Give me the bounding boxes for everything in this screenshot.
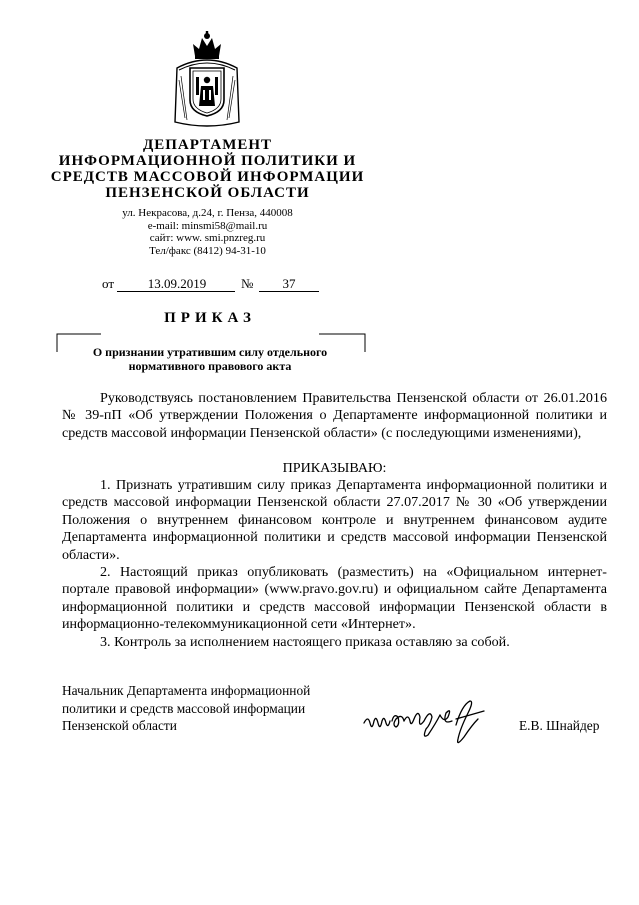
preamble-text: Руководствуясь постановлением Правительства Пензенской области от 26.01.2016 № 39-пП «Об утверждении Положения о Департаменте информационной политики и средств массовой информации Пензенской области» (с последующими изменениями), [62, 390, 607, 441]
order-item: 2. Настоящий приказ опубликовать (разместить) на «Официальном интернет-портале правовой информации» (www.pravo.gov.ru) и официальном сайте Департамента информационной политики и средств массовой информации Пензенской области в информационно-телекоммуникационной сети «Интернет». [62, 564, 607, 633]
order-number: 37 [282, 276, 296, 291]
address: ул. Некрасова, д.24, г. Пенза, 440008 [122, 207, 293, 219]
phone-fax: Тел/факс (8412) 94-31-10 [149, 244, 266, 257]
number-label: № [241, 276, 254, 291]
department-line: ДЕПАРТАМЕНТ [142, 137, 273, 153]
subject-line: нормативного правового акта [128, 359, 292, 373]
website: сайт: www. smi.pnzreg.ru [149, 232, 266, 244]
decree-word: ПРИКАЗЫВАЮ: [282, 460, 387, 476]
order-date: 13.09.2019 [147, 276, 207, 291]
document-title: ПРИКАЗ [164, 310, 256, 326]
contact-details [90, 207, 325, 257]
position-line: Начальник Департамента информационной [62, 683, 311, 698]
department-line: СРЕДСТВ МАССОВОЙ ИНФОРМАЦИИ [50, 169, 365, 185]
signatory-position [62, 682, 362, 735]
signatory-name: Е.В. Шнайдер [519, 718, 600, 733]
document-subject [60, 345, 360, 373]
position-line: политики и средств массовой информации [62, 700, 306, 716]
order-item: 3. Контроль за исполнением настоящего приказа оставляю за собой. [100, 633, 510, 650]
date-label: от [102, 276, 115, 291]
position-line: Пензенской области [62, 718, 177, 733]
department-name [30, 137, 385, 201]
preamble [62, 390, 607, 442]
handwritten-signature [360, 695, 495, 755]
department-line: ПЕНЗЕНСКОЙ ОБЛАСТИ [105, 185, 310, 201]
order-items [62, 477, 607, 651]
order-item: 1. Признать утратившим силу приказ Департамента информационной политики и средств массовой информации Пензенской области 27.07.2017 № 30 «Об утверждении Положения о внутреннем финансовом контроле и внутреннем финансовом аудите Департамента информационной политики и средств массовой информации Пензенской области». [62, 477, 607, 563]
email: e-mail: minsmi58@mail.ru [147, 219, 268, 232]
coat-of-arms-emblem [171, 30, 243, 130]
department-line: ИНФОРМАЦИОННОЙ ПОЛИТИКИ И [58, 153, 357, 169]
subject-line: О признании утратившим силу отдельного [92, 345, 328, 359]
